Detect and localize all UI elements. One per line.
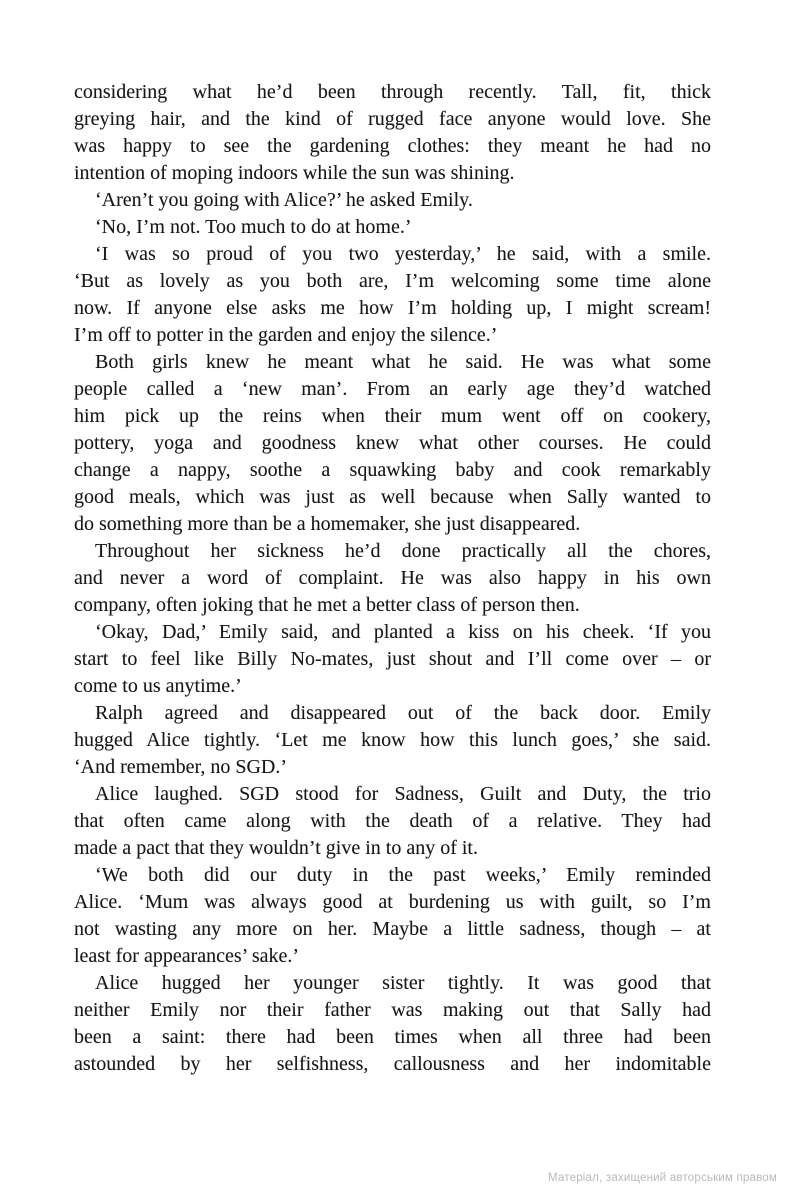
- text-line: intention of moping indoors while the sun was shining.: [74, 162, 515, 184]
- text-line: that often came along with the death of a relative. They had: [74, 810, 711, 832]
- paragraph: [74, 619, 711, 700]
- paragraph: [74, 79, 711, 187]
- text-line: made a pact that they wouldn’t give in to any of it.: [74, 837, 478, 859]
- text-line: company, often joking that he met a better class of person then.: [74, 594, 580, 616]
- text-line: ‘And remember, no SGD.’: [74, 756, 288, 778]
- text-line: Throughout her sickness he’d done practically all the chores,: [95, 540, 711, 562]
- paragraph: [74, 700, 711, 781]
- text-line: good meals, which was just as well because when Sally wanted to: [74, 486, 711, 508]
- text-line: was happy to see the gardening clothes: they meant he had no: [74, 135, 711, 157]
- text-line: I’m off to potter in the garden and enjoy the silence.’: [74, 324, 498, 346]
- paragraph: [74, 970, 711, 1078]
- paragraph: [74, 862, 711, 970]
- text-line: hugged Alice tightly. ‘Let me know how this lunch goes,’ she said.: [74, 729, 711, 751]
- text-line: Alice. ‘Mum was always good at burdening us with guilt, so I’m: [74, 891, 711, 913]
- text-line: now. If anyone else asks me how I’m holding up, I might scream!: [74, 297, 711, 319]
- text-line: do something more than be a homemaker, she just disappeared.: [74, 513, 581, 535]
- text-line: ‘But as lovely as you both are, I’m welcoming some time alone: [74, 270, 711, 292]
- text-line: pottery, yoga and goodness knew what other courses. He could: [74, 432, 711, 454]
- paragraph: [74, 538, 711, 619]
- text-line: ‘Okay, Dad,’ Emily said, and planted a kiss on his cheek. ‘If you: [95, 621, 711, 643]
- text-line: him pick up the reins when their mum went off on cookery,: [74, 405, 711, 427]
- text-line: greying hair, and the kind of rugged face anyone would love. She: [74, 108, 711, 130]
- text-line: ‘Aren’t you going with Alice?’ he asked Emily.: [95, 189, 473, 211]
- text-line: ‘I was so proud of you two yesterday,’ he said, with a smile.: [95, 243, 711, 265]
- text-line: Alice laughed. SGD stood for Sadness, Guilt and Duty, the trio: [95, 783, 711, 805]
- text-line: least for appearances’ sake.’: [74, 945, 300, 967]
- paragraph: [74, 781, 711, 862]
- text-line: ‘No, I’m not. Too much to do at home.’: [95, 216, 412, 238]
- paragraph: [74, 187, 711, 214]
- text-line: people called a ‘new man’. From an early age they’d watched: [74, 378, 711, 400]
- text-line: change a nappy, soothe a squawking baby and cook remarkably: [74, 459, 711, 481]
- text-line: ‘We both did our duty in the past weeks,’ Emily reminded: [95, 864, 711, 886]
- paragraph: [74, 214, 711, 241]
- text-line: considering what he’d been through recently. Tall, fit, thick: [74, 81, 711, 103]
- page-text-block: [74, 79, 711, 1078]
- text-line: come to us anytime.’: [74, 675, 242, 697]
- text-line: been a saint: there had been times when all three had been: [74, 1026, 711, 1048]
- text-line: not wasting any more on her. Maybe a little sadness, though – at: [74, 918, 711, 940]
- text-line: Ralph agreed and disappeared out of the back door. Emily: [95, 702, 711, 724]
- copyright-watermark: Матеріал, захищений авторським правом: [548, 1172, 777, 1184]
- text-line: Both girls knew he meant what he said. He was what some: [95, 351, 711, 373]
- text-line: astounded by her selfishness, callousness and her indomitable: [74, 1053, 711, 1075]
- text-line: Alice hugged her younger sister tightly. It was good that: [95, 972, 711, 994]
- paragraph: [74, 349, 711, 538]
- text-line: and never a word of complaint. He was also happy in his own: [74, 567, 711, 589]
- text-line: start to feel like Billy No-mates, just shout and I’ll come over – or: [74, 648, 711, 670]
- paragraph: [74, 241, 711, 349]
- text-line: neither Emily nor their father was making out that Sally had: [74, 999, 711, 1021]
